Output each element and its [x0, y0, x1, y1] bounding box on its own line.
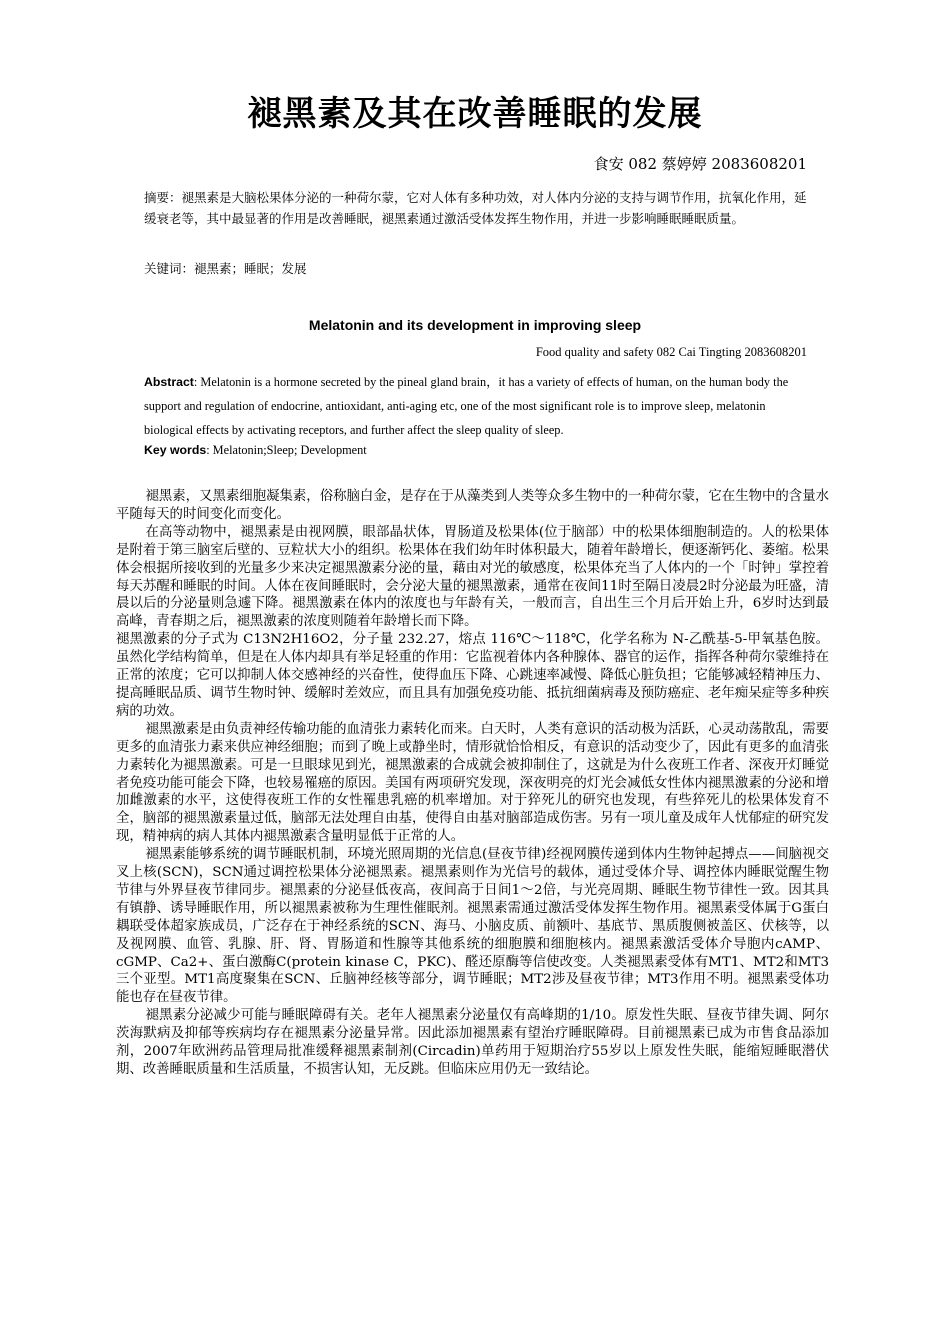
keywords-label: Key words	[144, 443, 207, 457]
author-line-en: Food quality and safety 082 Cai Tingting 2083608201	[535, 345, 807, 359]
body-paragraph: 褪黑素，又黑素细胞凝集素，俗称脑白金，是存在于从藻类到人类等众多生物中的一种荷尔蒙，它在生物中的含量水平随每天的时间变化而变化。	[116, 489, 829, 522]
abstract-en-text: : Melatonin is a hormone secreted by the pineal gland brain，it has a variety of effects of human, on the human body the support and regulation of endocrine, antioxidant, anti-aging etc, one of the most significant role is to improve sleep, melatonin biological effects by activating receptors, and further affect the sleep quality of sleep.	[144, 375, 789, 437]
keywords-en	[144, 443, 367, 458]
body-paragraph: 褪黑素分泌减少可能与睡眠障碍有关。老年人褪黑素分泌量仅有高峰期的1/10。原发性失眠、昼夜节律失调、阿尔茨海默病及抑郁等疾病均存在褪黑素分泌量异常。因此添加褪黑素有望治疗睡眠障碍。目前褪黑素已成为市售食品添加剂，2007年欧洲药品管理局批准缓释褪黑素制剂(Circadin)单药用于短期治疗55岁以上原发性失眠，能缩短睡眠潜伏期、改善睡眠质量和生活质量，不损害认知，无反跳。但临床应用仍无一致结论。	[116, 1008, 829, 1077]
paper-title: 褪黑素及其在改善睡眠的发展	[247, 94, 703, 134]
abstract-cn: 摘要：褪黑素是大脑松果体分泌的一种荷尔蒙，它对人体有多种功效，对人体内分泌的支持与调节作用，抗氧化作用，延缓衰老等，其中最显著的作用是改善睡眠，褪黑素通过激活受体发挥生物作用，并进一步影响睡眠睡眠质量。	[144, 190, 807, 226]
body-paragraph: 褪黑激素的分子式为 C13N2H16O2，分子量 232.27，熔点 116℃～118℃，化学名称为 N-乙酰基-5-甲氧基色胺。虽然化学结构简单，但是在人体内却具有举足轻重的作用：它监视着体内各种腺体、器官的运作，指挥各种荷尔蒙维持在正常的浓度；它可以抑制人体交感神经的兴奋性，使得血压下降、心跳速率减慢、降低心脏负担；它能够减轻精神压力、提高睡眠品质、调节生物时钟、缓解时差效应，而且具有加强免疫功能、抵抗细菌病毒及预防癌症、老年痴呆症等多种疾病的功效。	[116, 632, 829, 719]
body-paragraph: 褪黑激素是由负责神经传输功能的血清张力素转化而来。白天时，人类有意识的活动极为活跃，心灵动荡散乱，需要更多的血清张力素来供应神经细胞；而到了晚上或静坐时，情形就恰恰相反，有意识的活动变少了，因此有更多的血清张力素转化为褪黑激素。可是一旦眼球见到光，褪黑激素的合成就会被抑制住了，这就是为什么夜班工作者、深夜开灯睡觉者免疫功能可能会下降，也较易罹癌的原因。美国有两项研究发现，深夜明亮的灯光会减低女性体内褪黑激素的分泌和增加雌激素的水平，这使得夜班工作的女性罹患乳癌的机率增加。对于猝死儿的研究也发现，有些猝死儿的松果体发育不全，脑部的褪黑激素量过低，脑部无法处理自由基，使得自由基对脑部造成伤害。另有一项儿童及成年人忧郁症的研究发现，精神病的病人其体内褪黑激素含量明显低于正常的人。	[116, 721, 829, 845]
author-line-cn: 食安 082 蔡婷婷 2083608201	[593, 155, 807, 173]
abstract-label: Abstract	[144, 375, 194, 389]
keywords-en-text: : Melatonin;Sleep; Development	[206, 443, 367, 457]
abstract-en	[144, 370, 814, 442]
body-paragraph: 在高等动物中，褪黑素是由视网膜，眼部晶状体，胃肠道及松果体(位于脑部）中的松果体细胞制造的。人的松果体是附着于第三脑室后壁的、豆粒状大小的组织。松果体在我们幼年时体积最大，随着年龄增长，便逐渐钙化、萎缩。松果体会根据所接收到的光量多少来决定褪黑激素分泌的量，藉由对光的敏感度，松果体充当了人体内的一个「时钟」掌控着每天苏醒和睡眠的时间。人体在夜间睡眠时，会分泌大量的褪黑激素，通常在夜间11时至隔日凌晨2时分泌最为旺盛，清晨以后的分泌量则急遽下降。褪黑激素在体内的浓度也与年龄有关，一般而言，自出生三个月后开始上升，6岁时达到最高峰，青春期之后，褪黑激素的浓度则随着年龄增长而下降。	[116, 524, 829, 630]
english-title: Melatonin and its development in improving sleep	[308, 317, 642, 333]
body-paragraph: 褪黑素能够系统的调节睡眠机制，环境光照周期的光信息(昼夜节律)经视网膜传递到体内生物钟起搏点——间脑视交叉上核(SCN)，SCN通过调控松果体分泌褪黑素。褪黑素则作为光信号的载体，通过受体介导、调控体内睡眠觉醒生物节律与外界昼夜节律同步。褪黑素的分泌昼低夜高，夜间高于日间1～2倍，与光亮周期、睡眠生物节律性一致。因其具有镇静、诱导睡眠作用，所以褪黑素被称为生理性催眠剂。褪黑素需通过激活受体发挥生物作用。褪黑素受体属于G蛋白耦联受体超家族成员，广泛存在于神经系统的SCN、海马、小脑皮质、前额叶、基底节、黑质腹侧被盖区、伏核等，以及视网膜、血管、乳腺、肝、肾、胃肠道和性腺等其他系统的细胞膜和细胞核内。褪黑素激活受体介导胞内cAMP、cGMP、Ca2+、蛋白激酶C(protein kinase C，PKC)、醛还原酶等信使改变。人类褪黑素受体有MT1、MT2和MT3三个亚型。MT1高度聚集在SCN、丘脑神经核等部分，调节睡眠；MT2涉及昼夜节律；MT3作用不明。褪黑素受体功能也存在昼夜节律。	[116, 847, 829, 1006]
keywords-cn: 关键词：褪黑素；睡眠；发展	[144, 261, 307, 276]
body-text	[116, 488, 829, 1079]
